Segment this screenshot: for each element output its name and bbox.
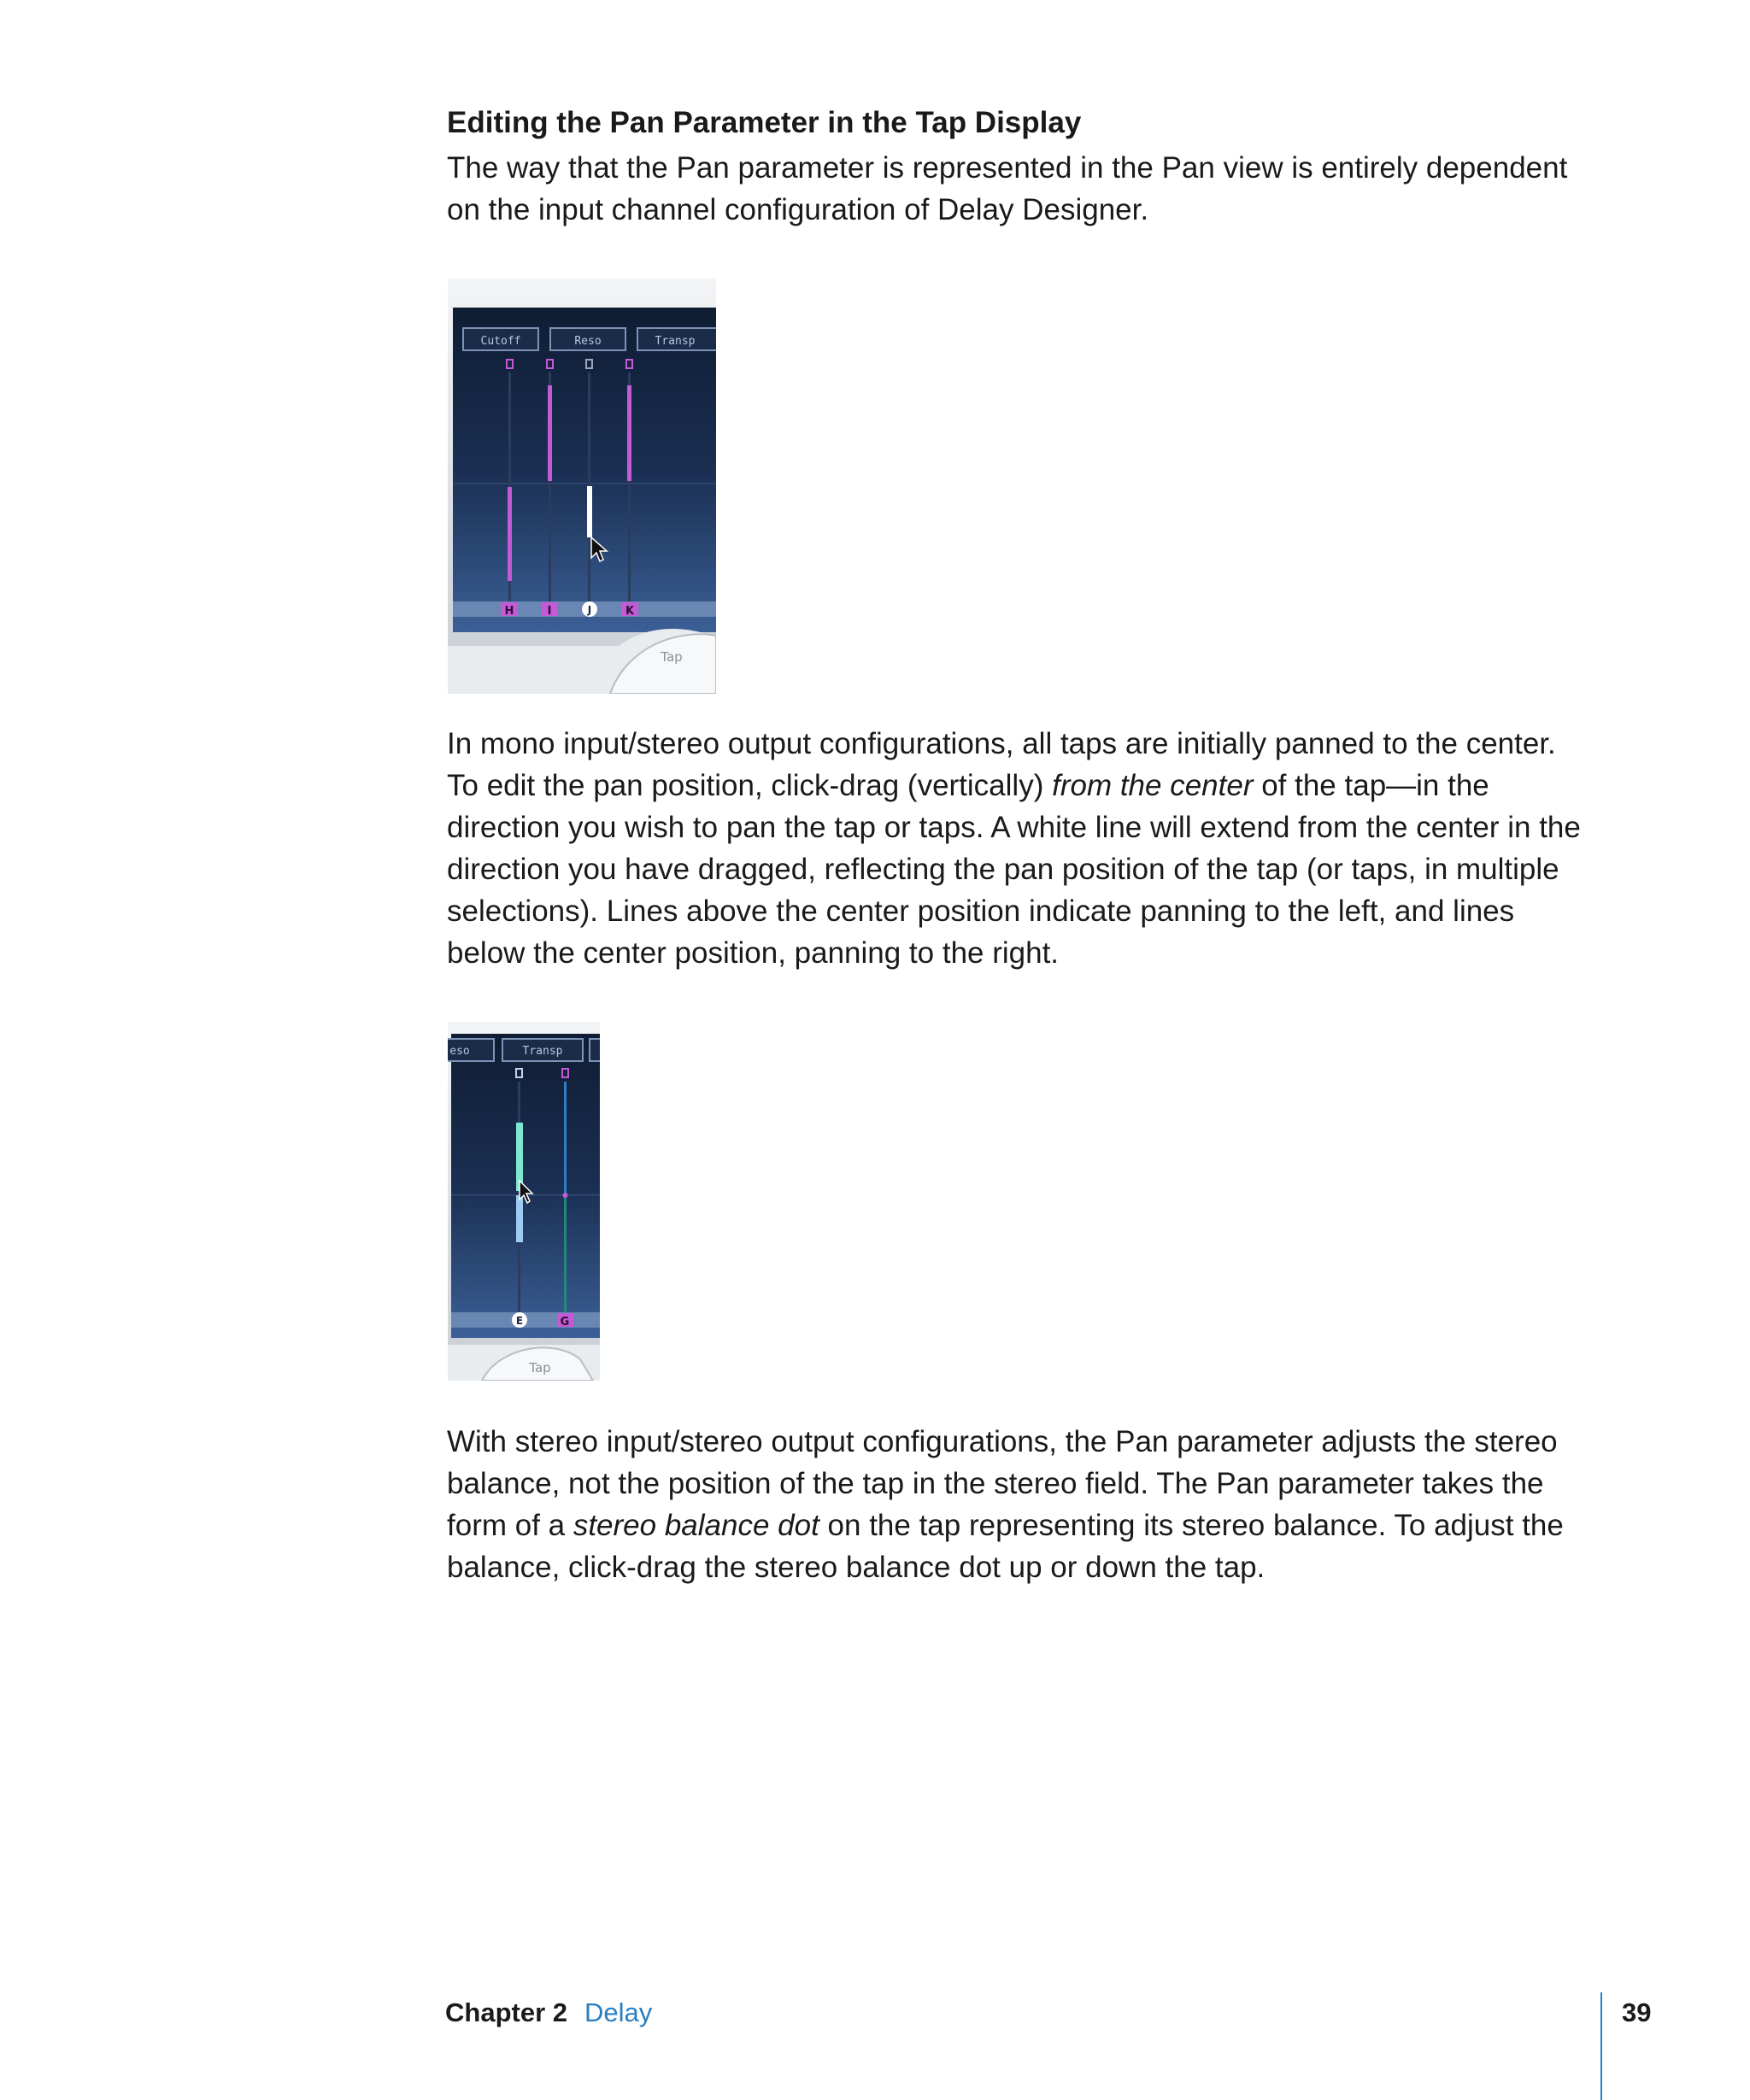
tap-i-pan-line	[548, 385, 552, 481]
tap-h-pan-line	[508, 487, 512, 581]
tap-h-label: H	[504, 605, 514, 618]
tap-e-right-channel	[516, 1195, 523, 1242]
tab-transp-label: Transp	[655, 335, 696, 348]
stereo-text-after: on the tap representing its stereo balance. To adjust the balance, click-drag the stereo balance dot up or down the tap.	[447, 1509, 1564, 1584]
tap-g-label: G	[560, 1316, 570, 1329]
mono-paragraph	[447, 723, 1583, 974]
tab-reso-label: eso	[449, 1045, 470, 1058]
section-heading: Editing the Pan Parameter in the Tap Display	[447, 106, 1082, 139]
tap-k-pan-line	[627, 385, 631, 481]
chapter-label: Chapter 2	[445, 1997, 567, 2027]
tab-transp-label: Transp	[522, 1045, 563, 1058]
chapter-name-link[interactable]: Delay	[584, 1997, 653, 2027]
tap-j-pan-line	[587, 486, 592, 537]
tap-g-left-channel	[564, 1082, 567, 1196]
intro-paragraph: The way that the Pan parameter is represented in the Pan view is entirely dependent on the input channel configuration of Delay Designer.	[447, 151, 1568, 226]
mono-tap-display-screenshot	[448, 279, 716, 694]
stereo-tap-display-screenshot	[448, 1022, 600, 1381]
page-footer	[0, 1997, 1750, 2040]
tap-e-label: E	[515, 1315, 524, 1327]
tap-display-background	[453, 308, 716, 632]
stereo-emphasis: stereo balance dot	[573, 1509, 819, 1542]
tab-cutoff-label: Cutoff	[480, 335, 521, 348]
stereo-text-before: With stereo input/stereo output configurations, the Pan parameter adjusts the stereo balance, not the position of the tap in the stereo field. The Pan parameter takes the form of a	[447, 1425, 1558, 1542]
stereo-balance-dot	[563, 1193, 568, 1198]
tap-g-right-channel	[564, 1195, 567, 1323]
mono-text-before: In mono input/stereo output configurations, all taps are initially panned to the center. To edit the pan position, click-drag (vertically)	[447, 727, 1556, 802]
mono-emphasis: from the center	[1052, 769, 1254, 802]
tap-k-label: K	[625, 605, 635, 618]
tab-reso-label: Reso	[574, 335, 602, 348]
tap-j-label: J	[587, 604, 592, 616]
mono-text-after: of the tap—in the direction you wish to pan the tap or taps. A white line will extend from the center in the direction you have dragged, reflecting the pan position of the tap (or taps, in multiple selections). Lines above the center position indicate panning to the left, and lines below the center position, panning to the right.	[447, 769, 1581, 970]
tap-button-label: Tap	[529, 1360, 551, 1376]
stereo-paragraph	[447, 1421, 1583, 1588]
tab-next	[590, 1039, 600, 1061]
tap-button-label: Tap	[661, 649, 683, 665]
tap-i-label: I	[547, 605, 552, 618]
page-number: 39	[1622, 1997, 1652, 2027]
page-number-divider	[1600, 1992, 1602, 2100]
